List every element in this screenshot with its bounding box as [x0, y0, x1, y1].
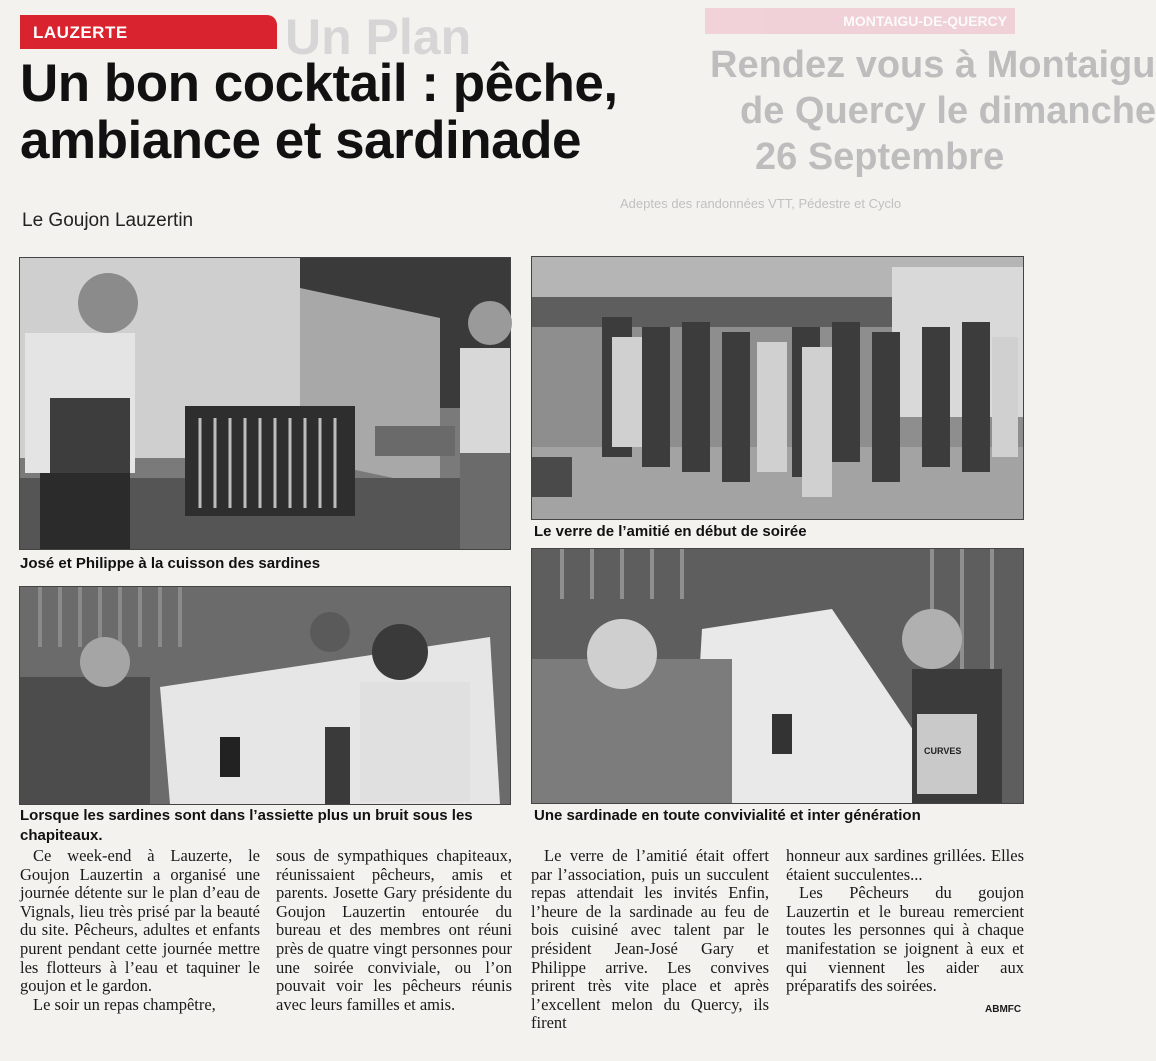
adjacent-standfirst: Adeptes des randonnées VTT, Pédestre et Cyclo: [620, 196, 902, 211]
author-signature: ABMFC: [985, 1004, 1022, 1015]
caption-grill: José et Philippe à la cuisson des sardines: [20, 555, 321, 572]
paragraph: sous de sympathiques chapiteaux, réunissaient pêcheurs, amis et parents. Josette Gary présidente du Goujon Lauzertin entourée du bureau et des membres ont réuni près de quatre vingt personnes pour une soirée conviviale, ou l’on pouvait voir les pêcheurs réunis avec leurs familles et amis.: [276, 846, 512, 1014]
photo-tables: [19, 586, 511, 805]
barrel-label: CURVES: [924, 746, 962, 756]
paragraph: Les Pêcheurs du goujon Lauzertin et le bureau remercient toutes les personnes qui à chaque manifestation se joignent à eux et qui viennent les aider aux préparatifs des soirées.: [786, 883, 1024, 996]
paragraph: Le verre de l’amitié était offert par l’association, puis un succulent repas attendait les invités Enfin, l’heure de la sardinade au feu de bois cuisiné avec talent par le président Jean-José Gary et Philippe arrive. Les convives prirent très vite place et après l’excellent melon du Quercy, ils firent: [531, 846, 769, 1033]
caption-tables: Lorsque les sardines sont dans l’assiette plus un bruit sous les chapiteaux.: [20, 807, 473, 844]
text-column-2: [276, 847, 512, 1014]
adjacent-headline-2: de Quercy le dimanche: [740, 90, 1156, 132]
photo-aperitif: [531, 256, 1024, 520]
adjacent-headline-3: 26 Septembre: [755, 136, 1005, 178]
photo-grill: [19, 257, 511, 550]
text-column-3: [531, 847, 769, 1033]
adjacent-headline-1: Rendez vous à Montaigu: [710, 44, 1156, 86]
adjacent-rubric: MONTAIGU-DE-QUERCY: [705, 8, 1015, 34]
caption-aperitif: Le verre de l’amitié en début de soirée: [534, 523, 807, 540]
headline: Un bon cocktail : pêche, ambiance et sardinade: [20, 54, 618, 170]
photo-sardinade: [531, 548, 1024, 804]
section-rubric: LAUZERTE: [20, 15, 277, 49]
ghost-headline: Un Plan: [285, 9, 472, 65]
paragraph: Le soir un repas champêtre,: [33, 994, 216, 1014]
text-column-1: [20, 847, 260, 1014]
paragraph: Ce week-end à Lauzerte, le Goujon Lauzertin a organisé une journée détente sur le plan d’eau de Vignals, lieu très prisé par la beauté du site. Pêcheurs, adultes et enfants purent pendant cette journée mettre les flotteurs à l’eau et taquiner le goujon et le gardon.: [20, 846, 260, 996]
caption-sardinade: Une sardinade en toute convivialité et inter génération: [534, 807, 921, 824]
text-column-4: [786, 847, 1024, 996]
paragraph: honneur aux sardines grillées. Elles étaient succulentes...: [786, 846, 1024, 884]
subtitle: Le Goujon Lauzertin: [22, 210, 194, 231]
